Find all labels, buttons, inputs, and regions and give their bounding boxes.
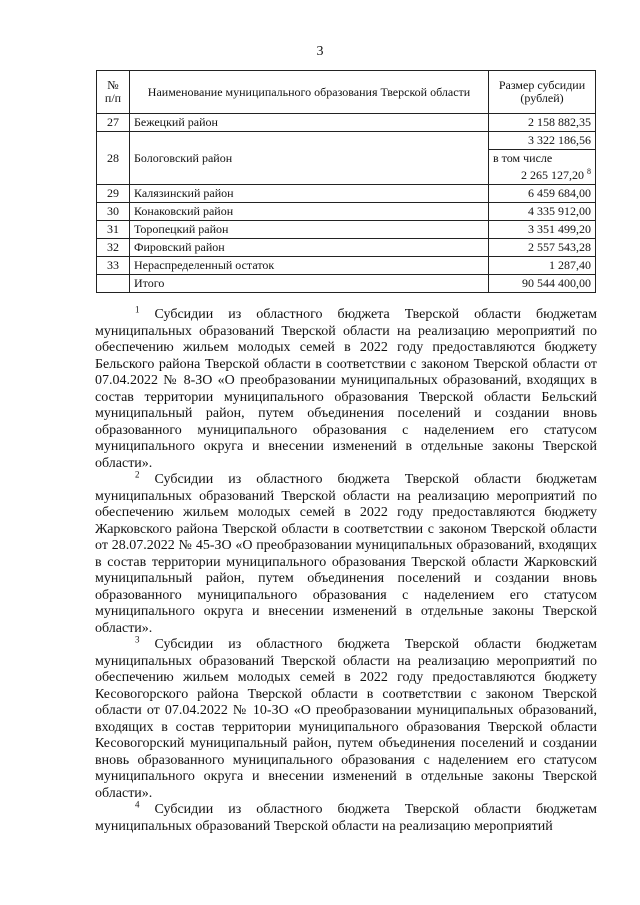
footnote-mark: 4 <box>135 799 140 810</box>
row-amount: 6 459 684,00 <box>489 185 596 203</box>
row-name: Бежецкий район <box>130 114 489 132</box>
footnote <box>95 304 598 472</box>
row-amount: 4 335 912,00 <box>489 203 596 221</box>
row-name: Калязинский район <box>130 185 489 203</box>
row-amount-detail <box>489 150 596 185</box>
footnote-text: Субсидии из областного бюджета Тверской области бюджетам муниципальных образований Тверской области на реализацию мероприятий по обеспечению жильем молодых семей в 2022 году предоставляются бюджету Жарковского района Тверской области в соответствии с законом Тверской области от 28.07.2022 № 45-ЗО «О преобразовании муниципальных образований, входящих в состав территории муниципального образования Тверской области Жарковский муниципальный район, путем объединения поселений и создании вновь образованного муниципального образования с наделением его статусом муниципального округа и внесении изменений в отдельные законы Тверской области». <box>95 472 598 636</box>
row-name: Торопецкий район <box>130 221 489 239</box>
footnote-text: Субсидии из областного бюджета Тверской области бюджетам муниципальных образований Тверской области на реализацию мероприятий <box>95 802 598 834</box>
footnote-mark: 2 <box>135 469 140 480</box>
footnotes <box>95 304 598 835</box>
table-header-row <box>97 71 596 114</box>
header-num: № п/п <box>97 71 130 114</box>
footnote <box>95 634 598 802</box>
footnote <box>95 469 598 637</box>
footnote <box>95 799 598 835</box>
footnote-text: Субсидии из областного бюджета Тверской области бюджетам муниципальных образований Тверской области на реализацию мероприятий по обеспечению жильем молодых семей в 2022 году предоставляются бюджету Бельского района Тверской области в соответствии с законом Тверской области от 07.04.2022 № 8-ЗО «О преобразовании муниципальных образований, входящих в состав территории муниципального образования Тверской области Бельский муниципальный район, путем объединения поселений и создании вновь образованного муниципального образования с наделением его статусом муниципального округа и внесении изменений в отдельные законы Тверской области». <box>95 307 598 471</box>
row-num: 33 <box>97 257 130 275</box>
table-row <box>97 239 596 257</box>
row-amount: 2 158 882,35 <box>489 114 596 132</box>
row-amount: 2 557 543,28 <box>489 239 596 257</box>
header-name: Наименование муниципального образования Тверской области <box>130 71 489 114</box>
subsidy-table <box>96 70 596 293</box>
footnote-mark: 3 <box>135 634 140 645</box>
table-row <box>97 257 596 275</box>
page-number: 3 <box>316 44 324 59</box>
row-num: 31 <box>97 221 130 239</box>
total-label: Итого <box>130 275 489 293</box>
row-num: 28 <box>97 132 130 185</box>
row-num: 29 <box>97 185 130 203</box>
row-amount-extra-value-wrap <box>493 165 591 182</box>
row-amount: 1 287,40 <box>489 257 596 275</box>
row-name: Нераспределенный остаток <box>130 257 489 275</box>
header-amount: Размер субсидии (рублей) <box>489 71 596 114</box>
total-amount: 90 544 400,00 <box>489 275 596 293</box>
row-name: Фировский район <box>130 239 489 257</box>
table-row <box>97 114 596 132</box>
table-row <box>97 203 596 221</box>
total-num <box>97 275 130 293</box>
row-num: 32 <box>97 239 130 257</box>
row-amount-extra-label: в том числе <box>493 151 553 165</box>
row-num: 30 <box>97 203 130 221</box>
table-total-row <box>97 275 596 293</box>
footnote-mark: 1 <box>135 304 140 315</box>
footnote-text: Субсидии из областного бюджета Тверской области бюджетам муниципальных образований Тверской области на реализацию мероприятий по обеспечению жильем молодых семей в 2022 году предоставляются бюджету Кесовогорского района Тверской области в соответствии с законом Тверской области от 07.04.2022 № 10-ЗО «О преобразовании муниципальных образований, входящих в состав территории муниципального образования Тверской области Кесовогорский муниципальный район, путем объединения поселений и создании вновь образованного муниципального образования с наделением его статусом муниципального округа и внесении изменений в отдельные законы Тверской области». <box>95 637 598 801</box>
footnote-mark: 8 <box>587 167 591 176</box>
row-name: Бологовский район <box>130 132 489 185</box>
row-num: 27 <box>97 114 130 132</box>
table-row <box>97 132 596 150</box>
table-row <box>97 221 596 239</box>
row-amount: 3 351 499,20 <box>489 221 596 239</box>
row-amount-extra-value: 2 265 127,20 <box>521 168 584 182</box>
row-amount: 3 322 186,56 <box>489 132 596 150</box>
row-name: Конаковский район <box>130 203 489 221</box>
table-row <box>97 185 596 203</box>
